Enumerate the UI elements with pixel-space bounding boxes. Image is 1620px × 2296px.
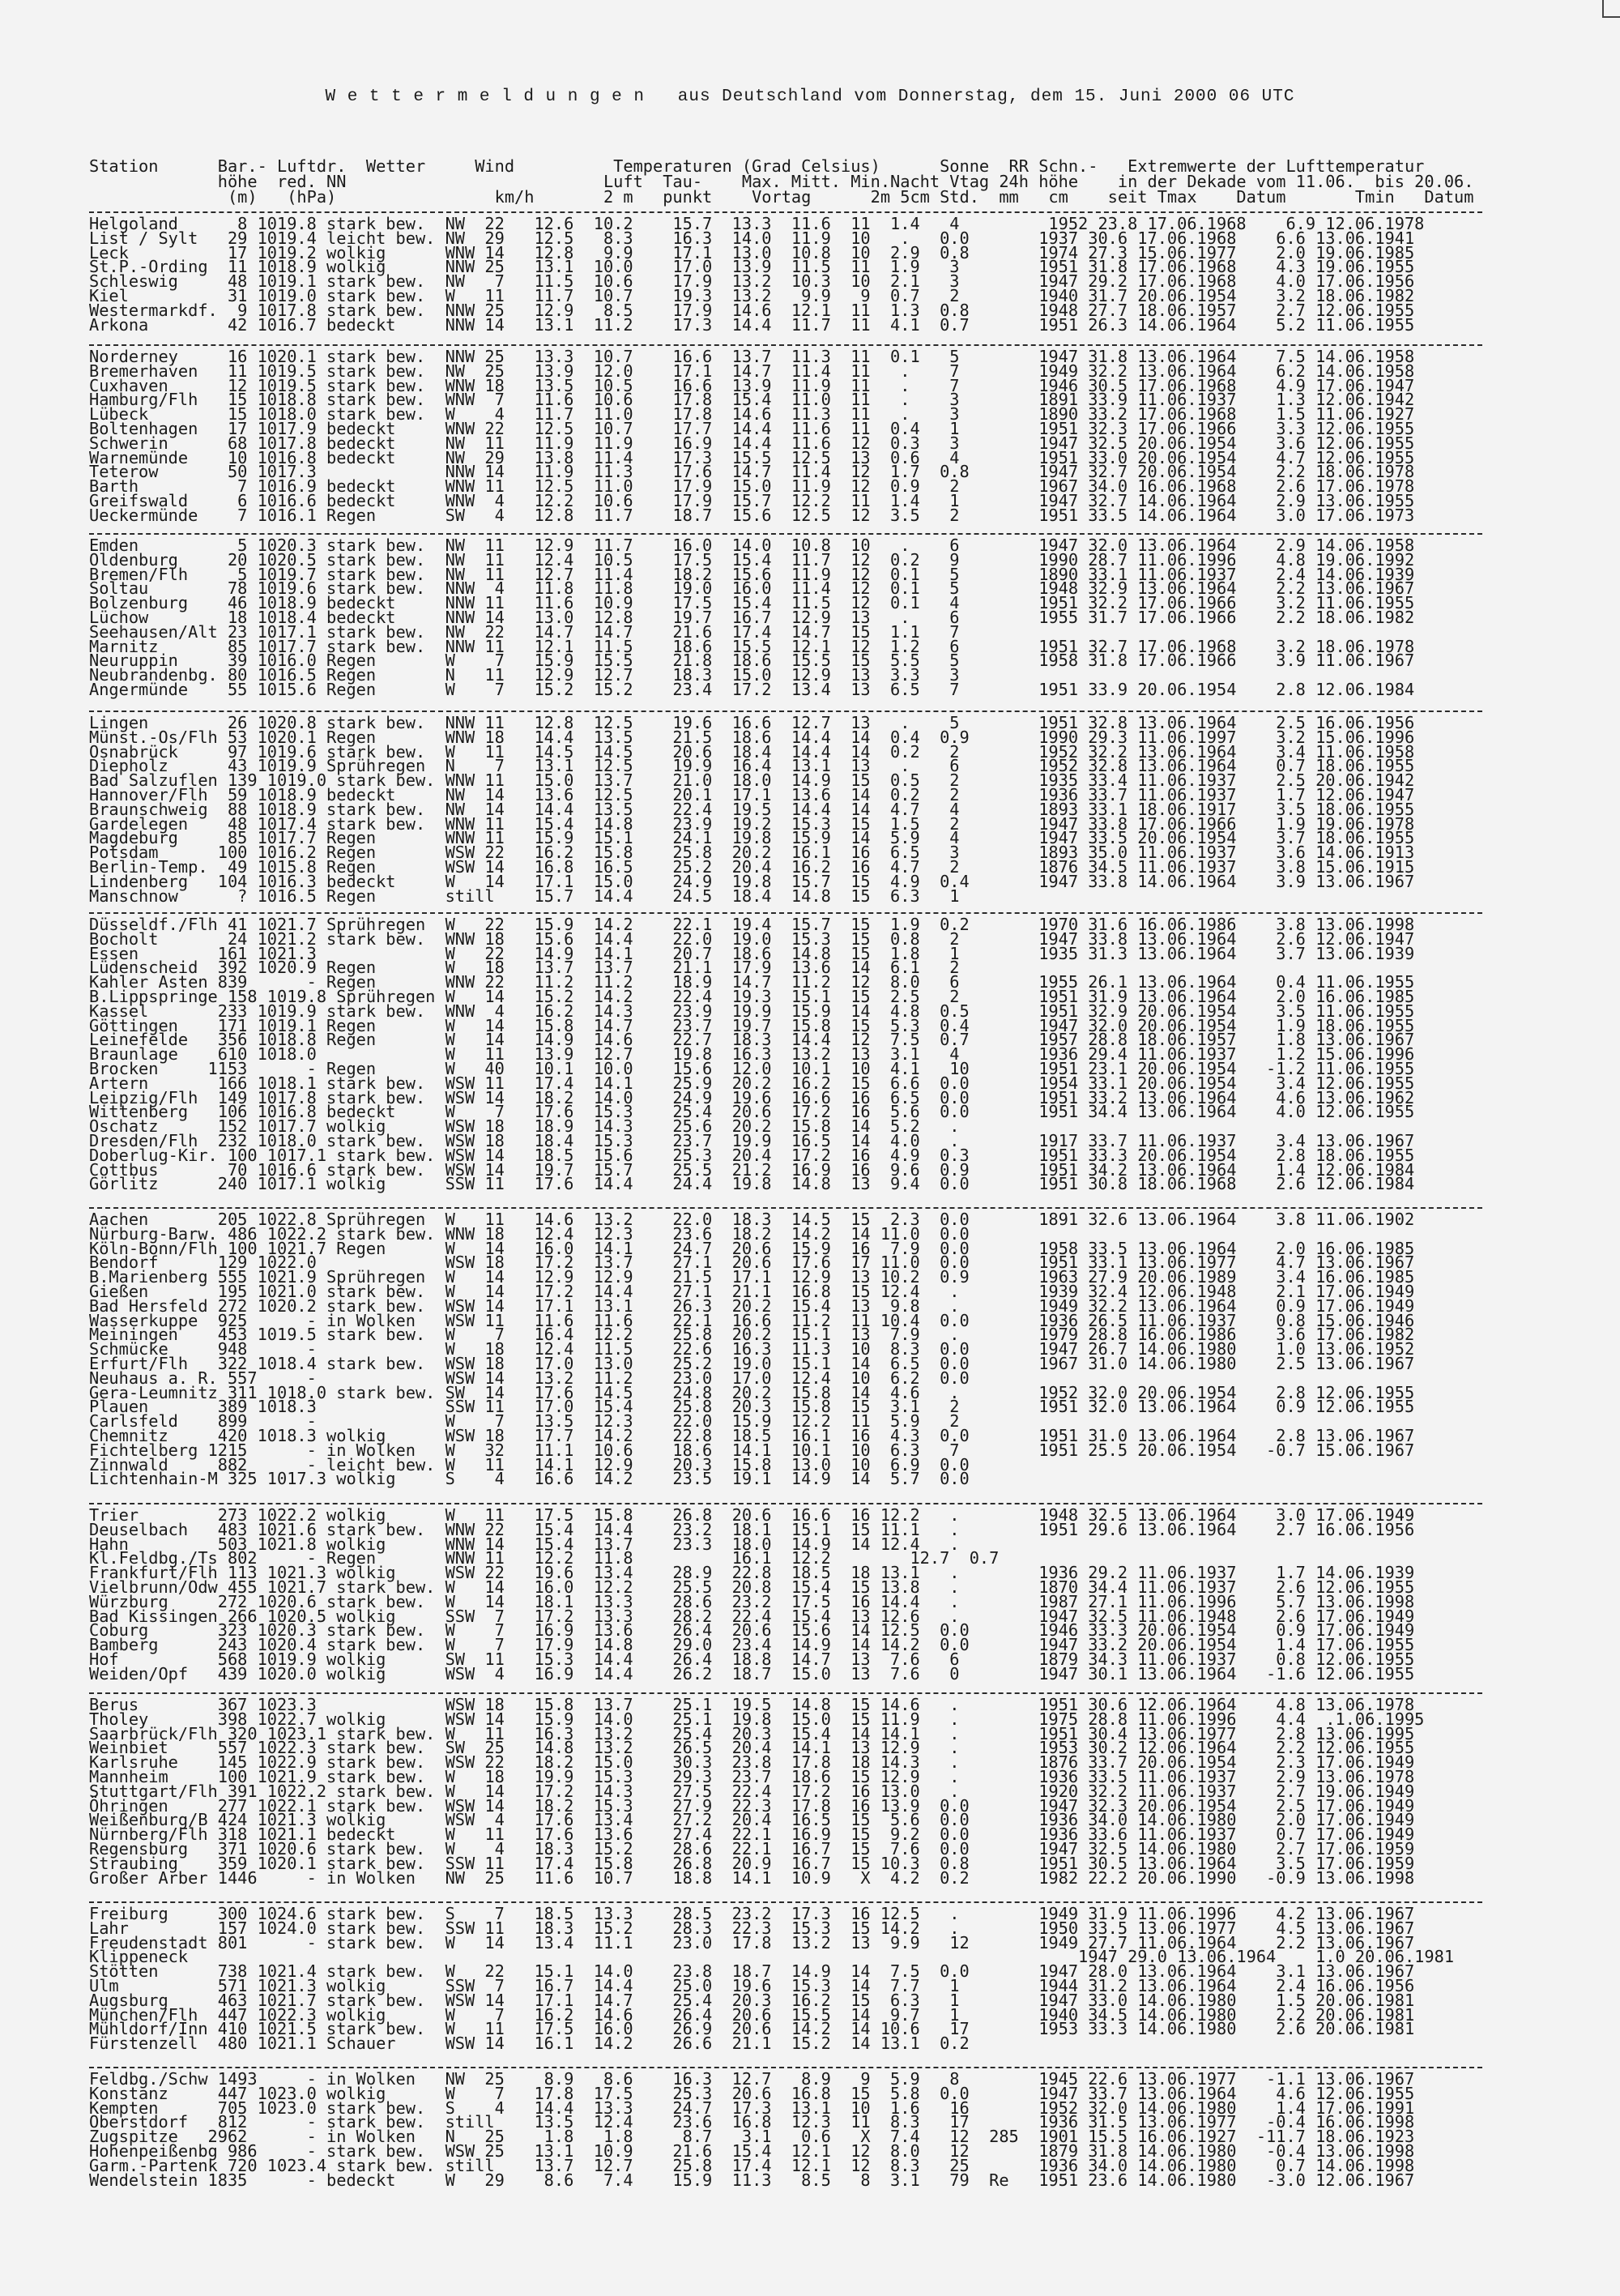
section-separator <box>89 1692 1482 1694</box>
station-row: Deuselbach 483 1021.6 stark bew. WNW 22 15.4 14.4 23.2 18.1 15.1 15 11.1 . 1951 29.6 13.06.1964 2.7 16.06.1956 <box>89 1519 1415 1539</box>
station-row: Angermünde 55 1015.6 Regen W 7 15.2 15.2 23.4 17.2 13.4 13 6.5 7 1951 33.9 20.06.1954 2.8 12.06.1984 <box>89 679 1415 699</box>
station-row: Schmücke 948 - W 18 12.4 11.5 22.6 16.3 11.3 10 8.3 0.0 1947 26.7 14.06.1980 1.0 13.06.1952 <box>89 1339 1415 1359</box>
section-separator <box>89 533 1482 535</box>
station-block <box>89 347 1415 525</box>
station-row: Meiningen 453 1019.5 stark bew. W 7 16.4 12.2 25.8 20.2 15.1 13 7.9 . 1979 28.8 16.06.1986 3.6 17.06.1982 <box>89 1325 1415 1345</box>
station-row: Chemnitz 420 1018.3 wolkig WSW 18 17.7 14.2 22.8 18.5 16.1 16 4.3 0.0 1951 31.0 13.06.1964 2.8 13.06.1967 <box>89 1425 1415 1445</box>
station-row: Lingen 26 1020.8 stark bew. NNW 11 12.8 12.5 19.6 16.6 12.7 13 . 5 1951 32.8 13.06.1964 2.5 16.06.1956 <box>89 713 1415 732</box>
station-row: Schwerin 68 1017.8 bedeckt NW 11 11.9 11.9 16.9 14.4 11.6 12 0.3 3 1947 32.5 20.06.1954 3.6 12.06.1955 <box>89 433 1415 453</box>
station-row: Öhringen 277 1022.1 stark bew. WSW 14 18.2 15.3 27.9 22.3 17.8 16 13.9 0.0 1947 32.3 20.06.1954 2.5 17.06.1949 <box>89 1795 1415 1816</box>
station-row: Neuruppin 39 1016.0 Regen W 7 15.9 15.5 21.8 18.6 15.5 15 5.5 5 1958 31.8 17.06.1966 3.9 11.06.1967 <box>89 651 1415 671</box>
station-row: Soltau 78 1019.6 stark bew. NNW 4 11.8 11.8 19.0 16.0 11.4 12 0.1 5 1948 32.9 13.06.1964 2.2 13.06.1967 <box>89 578 1415 599</box>
station-row: Lichtenhain-M 325 1017.3 wolkig S 4 16.6 14.2 23.5 19.1 14.9 14 5.7 0.0 <box>89 1469 970 1489</box>
station-row: Bremerhaven 11 1019.5 stark bew. NW 25 13.9 12.0 17.1 14.7 11.4 11 . 7 1949 32.2 13.06.1964 6.2 14.06.1958 <box>89 361 1415 381</box>
station-row: Düsseldf./Flh 41 1021.7 Sprühregen W 22 15.9 14.2 22.1 19.4 15.7 15 1.9 0.2 1970 31.6 16.06.1986 3.8 13.06.1998 <box>89 915 1415 934</box>
station-row: Fürstenzell 480 1021.1 Schauer WSW 14 16.1 14.2 26.6 21.1 15.2 14 13.1 0.2 <box>89 2034 970 2054</box>
station-row: Kahler Asten 839 - Regen WNW 22 11.2 11.2 18.9 14.7 11.2 12 8.0 6 1955 26.1 13.06.1964 0.4 11.06.1955 <box>89 972 1415 992</box>
station-row: Erfurt/Flh 322 1018.4 stark bew. WSW 18 17.0 13.0 25.2 19.0 15.1 14 6.5 0.0 1967 31.0 14.06.1980 2.5 13.06.1967 <box>89 1353 1415 1373</box>
station-row: Gera-Leumnitz 311 1018.0 stark bew. SW 14 17.6 14.5 24.8 20.2 15.8 14 4.6 . 1952 32.0 20.06.1954 2.8 12.06.1955 <box>89 1382 1415 1402</box>
station-row: Kassel 233 1019.9 stark bew. WNW 4 16.2 14.3 23.9 19.9 15.9 14 4.8 0.5 1951 32.9 20.06.1954 3.5 11.06.1955 <box>89 1001 1415 1021</box>
station-row: Bad Kissingen 266 1020.5 wolkig SSW 7 17.2 13.3 28.2 22.4 15.4 13 12.6 . 1947 32.5 11.06.1948 2.6 17.06.1949 <box>89 1606 1415 1626</box>
header-line-1: Station Bar.- Luftdr. Wetter Wind Temperaturen (Grad Celsius) Sonne RR Schn.- Extremwerte der Lufttemperatur <box>89 156 1425 176</box>
station-row: Oldenburg 20 1020.5 stark bew. NW 11 12.4 10.5 17.5 15.4 11.7 12 0.2 9 1990 28.7 11.06.1996 4.8 19.06.1992 <box>89 549 1415 570</box>
station-row: Emden 5 1020.3 stark bew. NW 11 12.9 11.7 16.0 14.0 10.8 10 . 6 1947 32.0 13.06.1964 2.9 14.06.1958 <box>89 536 1415 555</box>
station-row: Nürnberg/Flh 318 1021.1 bedeckt W 11 17.6 13.6 27.4 22.1 16.9 15 9.2 0.0 1936 33.6 11.06.1937 0.7 17.06.1949 <box>89 1824 1415 1845</box>
station-row: Zinnwald 882 - leicht bew. W 11 14.1 12.9 20.3 15.8 13.0 10 6.9 0.0 <box>89 1454 970 1474</box>
section-separator <box>89 2067 1482 2068</box>
station-row: Görlitz 240 1017.1 wolkig SSW 11 17.6 14.4 24.4 19.8 14.8 13 9.4 0.0 1951 30.8 18.06.1968 2.6 12.06.1984 <box>89 1174 1415 1194</box>
station-row: Schleswig 48 1019.1 stark bew. NW 7 11.5 10.6 17.9 13.2 10.3 10 2.1 3 1947 29.2 17.06.1968 4.0 17.06.1956 <box>89 271 1415 292</box>
section-separator <box>89 344 1482 346</box>
station-row: Oberstdorf 812 - stark bew. still 13.5 12.4 23.6 16.8 12.3 11 8.3 17 1936 31.5 13.06.1977 -0.4 16.06.1998 <box>89 2112 1415 2132</box>
station-row: Bendorf 129 1022.0 WSW 18 17.2 13.7 27.1 20.6 17.6 17 11.0 0.0 1951 33.1 13.06.1977 4.7 13.06.1967 <box>89 1253 1415 1273</box>
station-row: Straubing 359 1020.1 stark bew. SSW 11 17.4 15.8 26.8 20.9 16.7 15 10.3 0.8 1951 30.5 13.06.1964 3.5 17.06.1959 <box>89 1853 1415 1873</box>
station-row: Aachen 205 1022.8 Sprühregen W 11 14.6 13.2 22.0 18.3 14.5 15 2.3 0.0 1891 32.6 13.06.1964 3.8 11.06.1902 <box>89 1210 1415 1229</box>
header-line-3: (m) (hPa) km/h 2 m punkt Vortag 2m 5cm Std. mm cm seit Tmax Datum Tmin Datum <box>89 187 1474 207</box>
station-row: Bolzenburg 46 1018.9 bedeckt NNW 11 11.6 10.9 17.5 15.4 11.5 12 0.1 4 1951 32.2 17.06.1966 3.2 11.06.1955 <box>89 593 1415 613</box>
station-row: Barth 7 1016.9 bedeckt WNW 11 12.5 11.0 17.9 15.0 11.9 12 0.9 2 1967 34.0 16.06.1968 2.6 17.06.1978 <box>89 476 1415 497</box>
station-row: Garm.-Partenk 720 1023.4 stark bew. still 13.7 12.7 25.8 17.4 12.1 12 8.3 25 1936 34.0 14.06.1980 0.7 14.06.1998 <box>89 2155 1415 2175</box>
station-row: Klippeneck 1947 29.0 13.06.1964 1.0 20.06.1981 <box>89 1947 1455 1967</box>
station-row: Hohenpeißenbg 986 - stark bew. WSW 25 13.1 10.9 21.6 15.4 12.1 12 8.0 12 1879 31.8 14.06.1980 -0.4 13.06.1998 <box>89 2140 1415 2161</box>
page-corner-mark <box>1602 0 1620 18</box>
section-separator <box>89 1901 1482 1903</box>
table-header <box>89 156 1474 207</box>
station-row: Plauen 389 1018.3 SSW 11 17.0 15.4 25.8 20.3 15.8 15 3.1 2 1951 32.0 13.06.1964 0.9 12.06.1955 <box>89 1397 1415 1417</box>
station-row: B.Marienberg 555 1021.9 Sprühregen W 14 12.9 12.9 21.5 17.1 12.9 13 10.2 0.9 1963 27.9 20.06.1989 3.4 16.06.1985 <box>89 1267 1415 1287</box>
station-row: Berus 367 1023.3 WSW 18 15.8 13.7 25.1 19.5 14.8 15 14.6 . 1951 30.6 12.06.1964 4.8 13.06.1978 <box>89 1695 1415 1714</box>
station-row: Osnabrück 97 1019.6 stark bew. W 11 14.5 14.5 20.6 18.4 14.4 14 0.2 2 1952 32.2 13.06.1964 3.4 11.06.1958 <box>89 741 1415 762</box>
station-row: Konstanz 447 1023.0 wolkig W 7 17.8 17.5 25.3 20.6 16.8 15 5.8 0.0 1947 33.7 13.06.1964 4.6 12.06.1955 <box>89 2083 1415 2103</box>
header-line-2: höhe red. NN Luft Tau- Max. Mitt. Min.Nacht Vtag 24h höhe in der Dekade vom 11.06. bis 20.06. <box>89 172 1474 192</box>
station-row: Mannheim 100 1021.9 stark bew. W 18 19.9 15.3 29.3 23.7 18.6 15 12.9 . 1936 33.5 11.06.1937 2.9 13.06.1978 <box>89 1766 1415 1786</box>
station-row: B.Lippspringe 158 1019.8 Sprühregen W 14 15.2 14.2 22.4 19.3 15.1 15 2.5 2 1951 31.9 13.06.1964 2.0 16.06.1985 <box>89 986 1415 1006</box>
station-row: Saarbrück/Flh 320 1023.1 stark bew. W 11 16.3 13.2 25.4 20.3 15.4 14 14.1 . 1951 30.4 13.06.1977 2.8 13.06.1995 <box>89 1723 1415 1743</box>
station-row: Doberlug-Kir. 100 1017.1 stark bew. WSW 14 18.5 15.6 25.3 20.4 17.2 16 4.9 0.3 1951 33.3 20.06.1954 2.8 18.06.1955 <box>89 1145 1415 1165</box>
station-row: Lindenberg 104 1016.3 bedeckt W 14 17.1 15.0 24.9 19.8 15.7 15 4.9 0.4 1947 33.8 14.06.1964 3.9 13.06.1967 <box>89 871 1415 891</box>
station-row: Lübeck 15 1018.0 stark bew. W 4 11.7 11.0 17.8 14.6 11.3 11 . 3 1890 33.2 17.06.1968 1.5 11.06.1927 <box>89 404 1415 425</box>
station-row: Berlin-Temp. 49 1015.8 Regen WSW 14 16.8 16.5 25.2 20.4 16.2 16 4.7 2 1876 34.5 11.06.1937 3.8 15.06.1915 <box>89 856 1415 877</box>
station-row: Köln-Bonn/Flh 100 1021.7 Regen W 14 16.0 14.1 24.7 20.6 15.9 16 7.9 0.0 1958 33.5 13.06.1964 2.0 16.06.1985 <box>89 1238 1415 1258</box>
station-row: Diepholz 43 1019.9 Sprühregen N 7 13.1 12.5 19.9 16.4 13.1 13 . 6 1952 32.8 13.06.1964 0.7 18.06.1955 <box>89 756 1415 776</box>
station-row: Brocken 1153 - Regen W 40 10.1 10.0 15.6 12.0 10.1 10 4.1 10 1951 23.1 20.06.1954 -1.2 11.06.1955 <box>89 1058 1415 1078</box>
station-row: Dresden/Flh 232 1018.0 stark bew. WSW 18 18.4 15.3 23.7 19.9 16.5 14 4.0 . 1917 33.7 11.06.1937 3.4 13.06.1967 <box>89 1130 1415 1150</box>
station-row: Bad Hersfeld 272 1020.2 stark bew. WSW 14 17.1 13.1 26.3 20.2 15.4 13 9.8 . 1949 32.2 13.06.1964 0.9 17.06.1949 <box>89 1295 1415 1316</box>
station-row: Zugspitze 2962 - in Wolken N 25 1.8 1.8 8.7 3.1 0.6 X 7.4 12 285 1901 15.5 16.06.1927 -11.7 18.06.1923 <box>89 2127 1415 2147</box>
station-row: Bad Salzuflen 139 1019.0 stark bew. WNW 11 15.0 13.7 21.0 18.0 14.9 15 0.5 2 1935 33.4 11.06.1937 2.5 20.06.1942 <box>89 770 1415 791</box>
station-row: Vielbrunn/Odw 455 1021.7 stark bew. W 14 16.0 12.2 25.5 20.8 15.4 15 13.8 . 1870 34.4 11.06.1937 2.6 12.06.1955 <box>89 1577 1415 1597</box>
station-block <box>89 1505 1415 1684</box>
station-block <box>89 214 1425 335</box>
station-row: Lüdenscheid 392 1020.9 Regen W 18 13.7 13.7 21.1 17.9 13.6 14 6.1 2 <box>89 958 960 978</box>
station-row: Großer Arber 1446 - in Wolken NW 25 11.6 10.7 18.8 14.1 10.9 X 4.2 0.2 1982 22.2 20.06.1990 -0.9 13.06.1998 <box>89 1867 1415 1888</box>
station-row: Frankfurt/Flh 113 1021.3 wolkig WSW 22 19.6 13.4 28.9 22.8 18.5 18 13.1 . 1936 29.2 11.06.1937 1.7 14.06.1939 <box>89 1563 1415 1583</box>
station-row: München/Flh 447 1022.3 wolkig W 7 16.2 14.6 26.4 20.6 15.5 14 9.7 1 1940 34.5 14.06.1980 2.2 20.06.1981 <box>89 2004 1415 2025</box>
station-row: Neuhaus a. R. 557 - WSW 14 13.2 11.2 23.0 17.0 12.4 10 6.2 0.0 <box>89 1368 970 1388</box>
station-row: Hof 568 1019.9 wolkig SW 11 15.3 14.4 26.4 18.8 14.7 13 7.6 6 1879 34.3 11.06.1937 0.8 12.06.1955 <box>89 1649 1415 1669</box>
station-row: Arkona 42 1016.7 bedeckt NNW 14 13.1 11.2 17.3 14.4 11.7 11 4.1 0.7 1951 26.3 14.06.1964 5.2 11.06.1955 <box>89 314 1415 335</box>
station-row: Trier 273 1022.2 wolkig W 11 17.5 15.8 26.8 20.6 16.6 16 12.2 . 1948 32.5 13.06.1964 3.0 17.06.1949 <box>89 1505 1415 1525</box>
station-row: Cuxhaven 12 1019.5 stark bew. WNW 18 13.5 10.5 16.6 13.9 11.9 11 . 7 1946 30.5 17.06.1968 4.9 17.06.1947 <box>89 375 1415 395</box>
report-title: W e t t e r m e l d u n g e n aus Deutschland vom Donnerstag, dem 15. Juni 2000 06 UTC <box>325 87 1295 106</box>
station-row: Marnitz 85 1017.7 stark bew. NNW 11 12.1 11.5 18.6 15.5 12.1 12 1.2 6 1951 32.7 17.06.1968 3.2 18.06.1978 <box>89 636 1415 656</box>
station-row: Essen 161 1021.3 W 22 14.9 14.1 20.7 18.6 14.8 15 1.8 1 1935 31.3 13.06.1964 3.7 13.06.1939 <box>89 943 1415 963</box>
section-separator <box>89 1503 1482 1504</box>
station-row: Gardelegen 48 1017.4 stark bew. WNW 11 15.4 14.8 23.9 19.2 15.3 15 1.5 2 1947 33.8 17.06.1966 1.9 19.06.1978 <box>89 813 1415 834</box>
station-row: Freiburg 300 1024.6 stark bew. S 7 18.5 13.3 28.5 23.2 17.3 16 12.5 . 1949 31.9 11.06.1996 4.2 13.06.1967 <box>89 1904 1415 1923</box>
station-row: Stuttgart/Flh 391 1022.2 stark bew. W 14 17.2 14.3 27.5 22.4 17.2 16 13.0 . 1920 32.2 11.06.1937 2.7 19.06.1949 <box>89 1781 1415 1801</box>
station-row: Wittenberg 106 1016.8 bedeckt W 7 17.6 15.3 25.4 20.6 17.2 16 5.6 0.0 1951 34.4 13.06.1964 4.0 12.06.1955 <box>89 1102 1415 1122</box>
station-row: Kempten 705 1023.0 stark bew. S 4 14.4 13.3 24.7 17.3 13.1 10 1.6 16 1952 32.0 14.06.1980 1.4 17.06.1991 <box>89 2098 1415 2118</box>
station-row: Boltenhagen 17 1017.9 bedeckt WNW 22 12.5 10.7 17.7 14.4 11.6 11 0.4 1 1951 32.3 17.06.1966 3.3 12.06.1955 <box>89 418 1415 438</box>
station-row: Lahr 157 1024.0 stark bew. SSW 11 18.3 15.2 28.3 22.3 15.3 15 14.2 . 1950 33.5 13.06.1977 4.5 13.06.1967 <box>89 1918 1415 1938</box>
station-row: Ulm 571 1021.3 wolkig SSW 7 16.7 14.4 25.0 19.6 15.3 14 7.7 1 1944 31.2 13.06.1964 2.4 16.06.1956 <box>89 1975 1415 1995</box>
station-row: Leipzig/Flh 149 1017.8 stark bew. WSW 14 18.2 14.0 24.9 19.6 16.6 16 6.5 0.0 1951 33.2 13.06.1964 4.6 13.06.1962 <box>89 1087 1415 1107</box>
station-row: Bocholt 24 1021.2 stark bew. WNW 18 15.6 14.4 22.0 19.0 15.3 15 0.8 2 1947 33.8 13.06.1964 2.6 12.06.1947 <box>89 928 1415 949</box>
station-row: Würzburg 272 1020.6 stark bew. W 14 18.1 13.3 28.6 23.2 17.5 16 14.4 . 1987 27.1 11.06.1996 5.7 13.06.1998 <box>89 1591 1415 1611</box>
station-row: Regensburg 371 1020.6 stark bew. W 4 18.3 15.2 28.6 22.1 16.7 15 7.6 0.0 1947 32.5 14.06.1980 2.7 17.06.1959 <box>89 1838 1415 1859</box>
station-row: Wendelstein 1835 - bedeckt W 29 8.6 7.4 15.9 11.3 8.5 8 3.1 79 Re 1951 23.6 14.06.1980 -3.0 12.06.1967 <box>89 2170 1415 2190</box>
station-row: Helgoland 8 1019.8 stark bew. NW 22 12.6 10.2 15.7 13.3 11.6 11 1.4 4 1952 23.8 17.06.1968 6.9 12.06.1978 <box>89 214 1425 233</box>
station-row: Freudenstadt 801 - stark bew. W 14 13.4 11.1 23.0 17.8 13.2 13 9.9 12 1949 27.7 11.06.1964 2.2 13.06.1967 <box>89 1932 1415 1952</box>
station-row: Lüchow 18 1018.4 bedeckt NNW 14 13.0 12.8 19.7 16.7 12.9 13 . 6 1955 31.7 17.06.1966 2.2 18.06.1982 <box>89 607 1415 627</box>
station-block <box>89 713 1415 906</box>
station-row: Ueckermünde 7 1016.1 Regen SW 4 12.8 11.7 18.7 15.6 12.5 12 3.5 2 1951 33.5 14.06.1964 3.0 17.06.1973 <box>89 505 1415 525</box>
station-row: Weißenburg/B 424 1021.3 wolkig WSW 4 17.6 13.4 27.2 20.4 16.5 15 5.6 0.0 1936 34.0 14.06.1980 2.0 17.06.1949 <box>89 1810 1415 1830</box>
station-row: Warnemünde 10 1016.8 bedeckt NW 29 13.8 11.4 17.3 15.5 12.5 13 0.6 4 1951 33.0 20.06.1954 4.7 12.06.1955 <box>89 447 1415 467</box>
station-row: Kl.Feldbg./Ts 802 - Regen WNW 11 12.2 11.8 16.1 12.2 12.7 0.7 <box>89 1548 1000 1568</box>
station-row: Artern 166 1018.1 stark bew. WSW 11 17.4 14.1 25.9 20.2 16.2 15 6.6 0.0 1954 33.1 20.06.1954 3.4 12.06.1955 <box>89 1073 1415 1093</box>
station-row: Norderney 16 1020.1 stark bew. NNW 25 13.3 10.7 16.6 13.7 11.3 11 0.1 5 1947 31.8 13.06.1964 7.5 14.06.1958 <box>89 347 1415 366</box>
station-row: Münst.-Os/Flh 53 1020.1 Regen WNW 18 14.4 13.5 21.5 18.6 14.4 14 0.4 0.9 1990 29.3 11.06.1997 3.2 15.06.1996 <box>89 727 1415 747</box>
station-row: Greifswald 6 1016.6 bedeckt WNW 4 12.2 10.6 17.9 15.7 12.2 11 1.4 1 1947 32.7 14.06.1964 2.9 13.06.1955 <box>89 490 1415 510</box>
station-row: Cottbus 70 1016.6 stark bew. WSW 14 19.7 15.7 25.5 21.2 16.9 16 9.6 0.9 1951 34.2 13.06.1964 1.4 12.06.1984 <box>89 1159 1415 1180</box>
station-row: Hahn 503 1021.8 wolkig WNW 14 15.4 13.7 23.3 18.0 14.9 14 12.4 . <box>89 1534 960 1554</box>
station-row: Hamburg/Flh 15 1018.8 stark bew. WNW 7 11.6 10.6 17.8 15.4 11.0 11 . 3 1891 33.9 11.06.1937 1.3 12.06.1942 <box>89 390 1415 410</box>
station-row: St.P.-Ording 11 1018.9 wolkig NNW 25 13.1 10.0 17.0 13.9 11.5 11 1.9 3 1951 31.8 17.06.1968 4.3 19.06.1955 <box>89 257 1415 277</box>
station-row: Braunschweig 88 1018.9 stark bew. NW 14 14.4 13.5 22.4 19.5 14.4 14 4.7 4 1893 33.1 18.06.1917 3.5 18.06.1955 <box>89 799 1415 819</box>
station-row: Hannover/Flh 59 1018.9 bedeckt NW 14 13.6 12.5 20.1 17.1 13.6 14 0.2 2 1936 33.7 11.06.1937 1.7 12.06.1947 <box>89 784 1415 804</box>
station-row: Weinbiet 557 1022.3 stark bew. SW 25 14.8 13.2 26.5 20.4 14.1 13 12.9 . 1953 30.2 12.06.1964 2.2 12.06.1955 <box>89 1738 1415 1758</box>
station-row: Stötten 738 1021.4 stark bew. W 22 15.1 14.0 23.8 18.7 14.9 14 7.5 0.0 1947 28.0 13.06.1964 3.1 13.06.1967 <box>89 1961 1415 1982</box>
station-row: Coburg 323 1020.3 stark bew. W 7 16.9 13.6 26.4 20.6 15.6 14 12.5 0.0 1946 33.3 20.06.1954 0.9 17.06.1949 <box>89 1620 1415 1641</box>
section-separator <box>89 711 1482 712</box>
station-row: Carlsfeld 899 - W 7 13.5 12.3 22.0 15.9 12.2 11 5.9 2 <box>89 1411 960 1432</box>
section-separator <box>89 1207 1482 1209</box>
station-row: Mühldorf/Inn 410 1021.5 stark bew. W 11 17.5 16.0 26.9 20.6 14.2 14 10.6 17 1953 33.3 14.06.1980 2.6 20.06.1981 <box>89 2019 1415 2039</box>
station-row: Leinefelde 356 1018.8 Regen W 14 14.9 14.6 22.7 18.3 14.4 12 7.5 0.7 1957 28.8 18.06.1957 1.8 13.06.1967 <box>89 1030 1415 1050</box>
station-row: Teterow 50 1017.3 NNW 14 11.9 11.3 17.6 14.7 11.4 12 1.7 0.8 1947 32.7 20.06.1954 2.2 18.06.1978 <box>89 462 1415 482</box>
station-row: Tholey 398 1022.7 wolkig WSW 14 15.9 14.0 25.1 19.8 15.0 15 11.9 . 1975 28.8 11.06.1996 4.4 .1.06.1995 <box>89 1709 1425 1729</box>
station-row: List / Sylt 29 1019.4 leicht bew. NW 29 12.5 8.3 16.3 14.0 11.9 10 . 0.0 1937 30.6 17.06.1968 6.6 13.06.1941 <box>89 228 1415 248</box>
station-row: Kiel 31 1019.0 stark bew. W 11 11.7 10.7 19.3 13.2 9.9 9 0.7 2 1940 31.7 20.06.1954 3.2 18.06.1982 <box>89 285 1415 305</box>
station-row: Göttingen 171 1019.1 Regen W 14 15.8 14.7 23.7 19.7 15.8 15 5.3 0.4 1947 32.0 20.06.1954 1.9 18.06.1955 <box>89 1015 1415 1035</box>
station-row: Oschatz 152 1017.7 wolkig WSW 18 18.9 14.3 25.6 20.2 15.8 14 5.2 . <box>89 1116 960 1137</box>
station-block <box>89 536 1415 699</box>
station-row: Seehausen/Alt 23 1017.1 stark bew. NW 22 14.7 14.7 21.6 17.4 14.7 15 1.1 7 <box>89 621 960 642</box>
station-row: Bamberg 243 1020.4 stark bew. W 7 17.9 14.8 29.0 23.4 14.9 14 14.2 0.0 1947 33.2 20.06.1954 1.4 17.06.1955 <box>89 1635 1415 1655</box>
station-row: Nürburg-Barw. 486 1022.2 stark bew. WNW 18 12.4 12.3 23.6 18.2 14.2 14 11.0 0.0 <box>89 1223 970 1244</box>
station-row: Gießen 195 1021.0 stark bew. W 14 17.2 14.4 27.1 21.1 16.8 15 12.4 . 1939 32.4 12.06.1948 2.1 17.06.1949 <box>89 1281 1415 1301</box>
station-row: Weiden/Opf 439 1020.0 wolkig WSW 4 16.9 14.4 26.2 18.7 15.0 13 7.6 0 1947 30.1 13.06.1964 -1.6 12.06.1955 <box>89 1663 1415 1684</box>
station-row: Potsdam 100 1016.2 Regen WSW 22 16.2 15.8 25.8 20.2 16.1 16 6.5 3 1893 35.0 11.06.1937 3.6 14.06.1913 <box>89 843 1415 863</box>
station-row: Feldbg./Schw 1493 - in Wolken NW 25 8.9 8.6 16.3 12.7 8.9 9 5.9 8 1945 22.6 13.06.1977 -1.1 13.06.1967 <box>89 2069 1415 2089</box>
station-block <box>89 2069 1415 2190</box>
station-row: Braunlage 610 1018.0 W 11 13.9 12.7 19.8 16.3 13.2 13 3.1 4 1936 29.4 11.06.1937 1.2 15.06.1996 <box>89 1044 1415 1065</box>
station-row: Neubrandenbg. 80 1016.5 Regen N 11 12.9 12.7 18.3 15.0 12.9 13 3.3 3 <box>89 665 960 685</box>
station-row: Fichtelberg 1215 - in Wolken W 32 11.1 10.6 18.6 14.1 10.1 10 6.3 7 1951 25.5 20.06.1954 -0.7 15.06.1967 <box>89 1440 1415 1460</box>
station-row: Wasserkuppe 925 - in Wolken WSW 11 11.6 11.6 22.1 16.6 11.2 11 10.4 0.0 1936 26.5 11.06.1937 0.8 15.06.1946 <box>89 1310 1415 1330</box>
station-block <box>89 1210 1415 1489</box>
station-row: Leck 17 1019.2 wolkig WNW 14 12.8 9.9 17.1 13.0 10.8 10 2.9 0.8 1974 27.3 15.06.1977 2.0 19.06.1985 <box>89 242 1415 262</box>
station-row: Manschnow ? 1016.5 Regen still 15.7 14.4 24.5 18.4 14.8 15 6.3 1 <box>89 886 960 906</box>
station-row: Augsburg 463 1021.7 stark bew. WSW 14 17.1 14.7 25.4 20.3 16.2 15 6.3 1 1947 33.0 14.06.1980 1.5 20.06.1981 <box>89 1990 1415 2010</box>
section-separator <box>89 912 1482 914</box>
station-block <box>89 915 1415 1194</box>
station-row: Westermarkdf. 9 1017.8 stark bew. NNW 25 12.9 8.5 17.9 14.6 12.1 11 1.3 0.8 1948 27.7 18.06.1957 2.7 12.06.1955 <box>89 300 1415 320</box>
section-separator <box>89 211 1482 213</box>
station-row: Bremen/Flh 5 1019.7 stark bew. NW 11 12.7 11.4 18.2 15.6 11.9 12 0.1 5 1890 33.1 11.06.1937 2.4 14.06.1939 <box>89 564 1415 584</box>
station-block <box>89 1904 1455 2054</box>
station-block <box>89 1695 1425 1888</box>
station-row: Magdeburg 85 1017.7 Regen WNW 11 15.9 15.1 24.1 19.8 15.9 14 5.9 4 1947 33.5 20.06.1954 3.7 18.06.1955 <box>89 828 1415 848</box>
station-row: Karlsruhe 145 1022.9 stark bew. WSW 22 18.2 15.0 30.3 23.8 17.8 18 14.3 . 1876 33.7 20.06.1954 2.3 17.06.1949 <box>89 1752 1415 1773</box>
